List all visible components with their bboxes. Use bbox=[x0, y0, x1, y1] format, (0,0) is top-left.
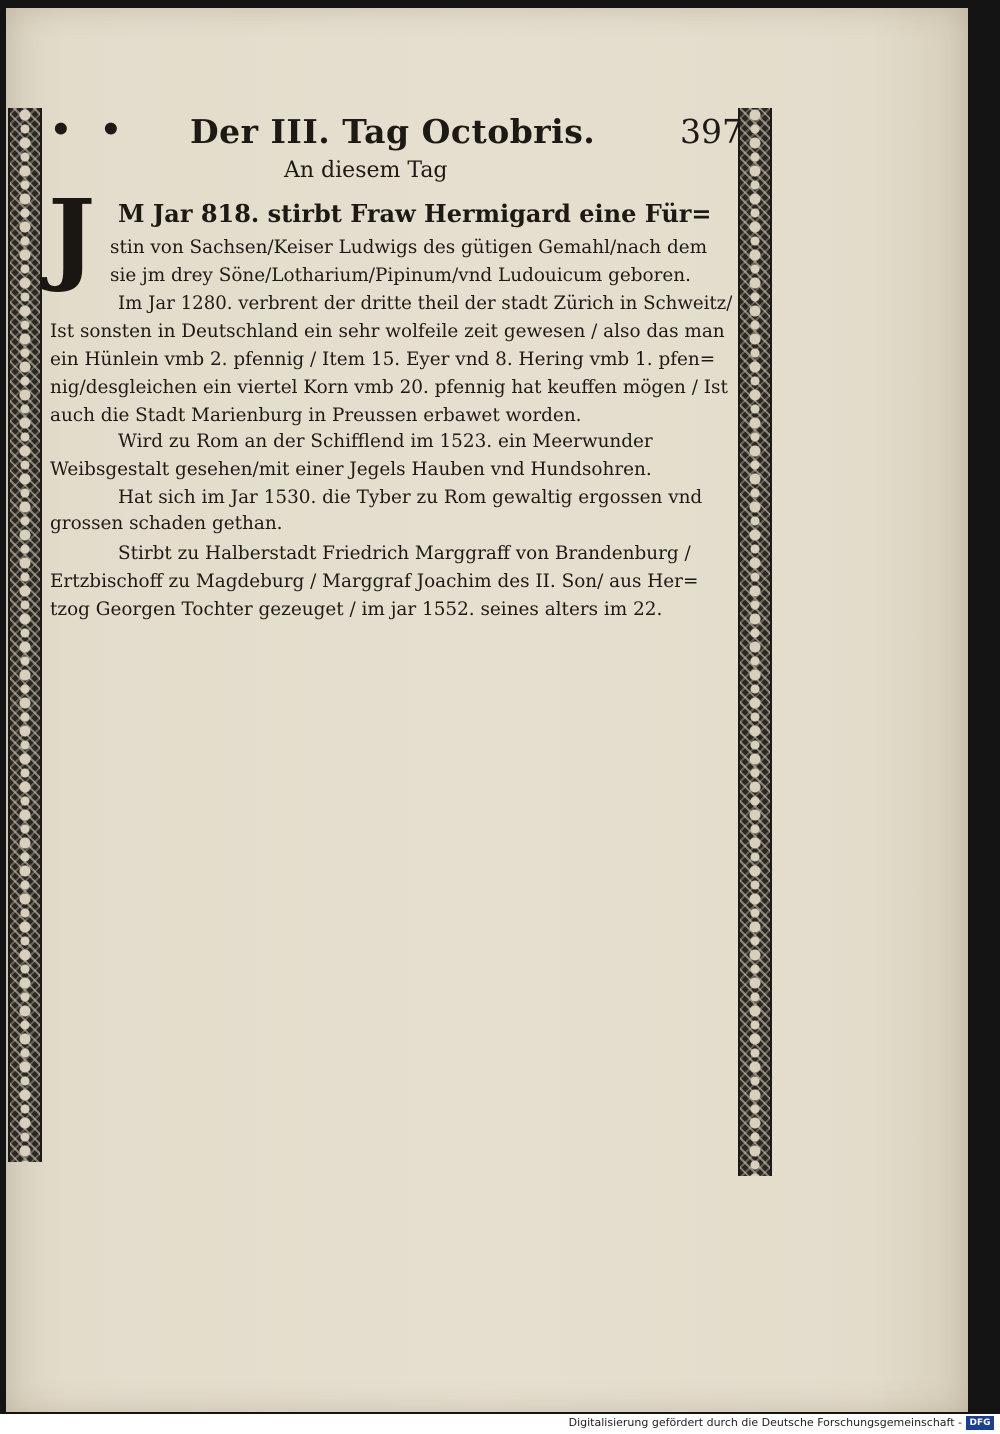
text-line: stin von Sachsen/Keiser Ludwigs des gütigen Gemahl/nach dem bbox=[110, 237, 708, 258]
funding-credit: Digitalisierung gefördert durch die Deutsche Forschungsgemeinschaft - bbox=[568, 1416, 962, 1429]
page-number: 397 bbox=[680, 112, 743, 151]
text-line: Stirbt zu Halberstadt Friedrich Marggraff von Brandenburg / bbox=[118, 543, 691, 564]
text-line: Ist sonsten in Deutschland ein sehr wolfeile zeit gewesen / also das man bbox=[50, 321, 725, 342]
right-ornamental-border bbox=[738, 108, 772, 1176]
header-bullet: • bbox=[100, 110, 122, 150]
page-header bbox=[40, 104, 743, 156]
text-line: ein Hünlein vmb 2. pfennig / Item 15. Eyer vnd 8. Hering vmb 1. pfen= bbox=[50, 349, 716, 370]
text-line: M Jar 818. stirbt Fraw Hermigard eine Für= bbox=[118, 199, 712, 228]
text-line: nig/desgleichen ein viertel Korn vmb 20. pfennig hat keuffen mögen / Ist bbox=[50, 377, 728, 398]
drop-cap-initial: J bbox=[48, 177, 96, 295]
text-line: Ertzbischoff zu Magdeburg / Marggraf Joachim des II. Son/ aus Her= bbox=[50, 571, 699, 592]
digitization-footer bbox=[0, 1414, 1000, 1434]
running-title: Der III. Tag Octobris. bbox=[190, 112, 596, 151]
text-line: grossen schaden gethan. bbox=[50, 513, 283, 534]
text-line: auch die Stadt Marienburg in Preussen erbawet worden. bbox=[50, 405, 582, 426]
dfg-logo-icon: DFG bbox=[966, 1416, 994, 1430]
text-line: Weibsgestalt gesehen/mit einer Jegels Hauben vnd Hundsohren. bbox=[50, 459, 652, 480]
text-line: Im Jar 1280. verbrent der dritte theil der stadt Zürich in Schweitz/ bbox=[118, 293, 733, 314]
header-bullet: • bbox=[50, 110, 72, 150]
text-line: sie jm drey Söne/Lotharium/Pipinum/vnd Ludouicum geboren. bbox=[110, 265, 691, 286]
left-ornamental-border bbox=[8, 108, 42, 1162]
section-subheading: An diesem Tag bbox=[284, 158, 448, 183]
text-line: Hat sich im Jar 1530. die Tyber zu Rom gewaltig ergossen vnd bbox=[118, 487, 703, 508]
text-line: Wird zu Rom an der Schifflend im 1523. ein Meerwunder bbox=[118, 431, 653, 452]
text-line: tzog Georgen Tochter gezeuget / im jar 1552. seines alters im 22. bbox=[50, 599, 663, 620]
